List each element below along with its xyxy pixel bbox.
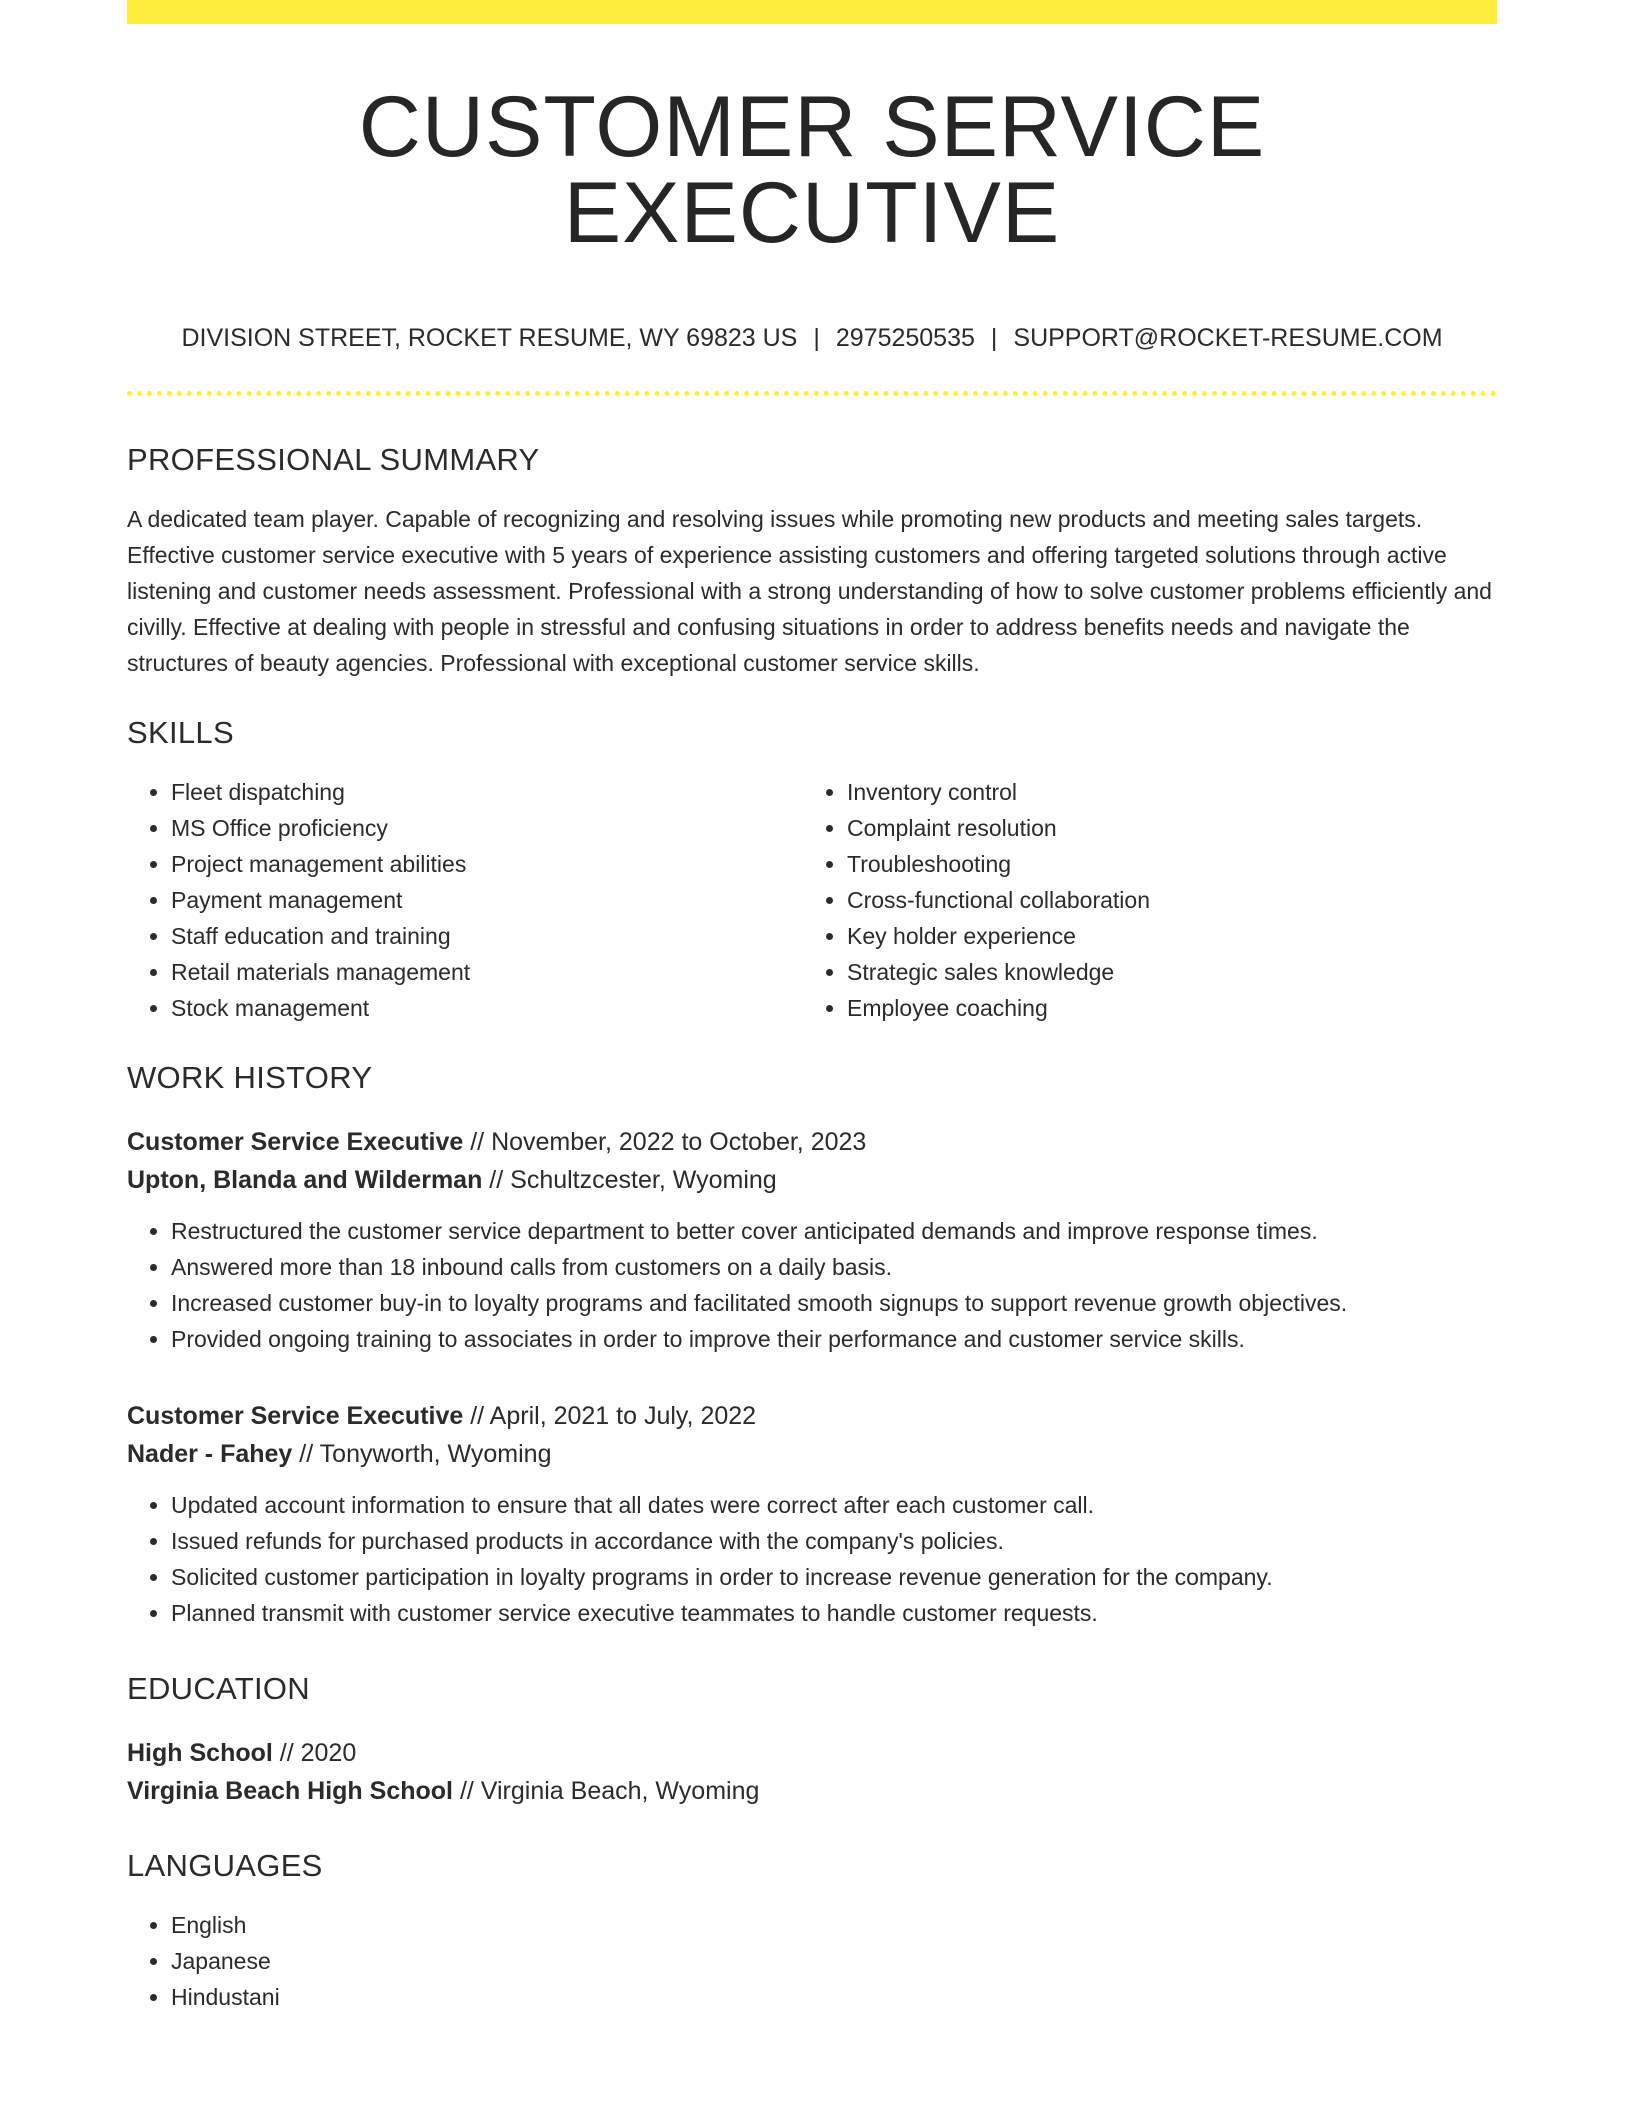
contact-separator: |: [813, 324, 820, 352]
job-dates: // April, 2021 to July, 2022: [463, 1402, 757, 1430]
job-company-line: [127, 1435, 1497, 1473]
top-accent-bar: [127, 0, 1497, 24]
job-header: [127, 1123, 1497, 1199]
skill-item: • Payment management: [171, 882, 801, 918]
job-entry: [127, 1397, 1497, 1631]
skill-item: • Staff education and training: [171, 918, 801, 954]
job-bullet: • Solicited customer participation in loyalty programs in order to increase revenue generation for the company.: [171, 1559, 1497, 1595]
contact-address: DIVISION STREET, ROCKET RESUME, WY 69823 US: [181, 324, 798, 352]
summary-text: A dedicated team player. Capable of recognizing and resolving issues while promoting new products and meeting sales targets. Effective customer service executive with 5 years of experience assisting customers and offering targeted solutions through active listening and customer needs assessment. Professional with a strong understanding of how to solve customer problems efficiently and civilly. Effective at dealing with people in stressful and confusing situations in order to address benefits needs and navigate the structures of beauty agencies. Professional with exceptional customer service skills.: [127, 506, 1492, 676]
job-bullet-list: [127, 1487, 1497, 1631]
dotted-divider: [127, 391, 1497, 396]
education-degree-line: [127, 1734, 1497, 1772]
job-company-line: [127, 1161, 1497, 1199]
language-item: • Hindustani: [171, 1979, 1497, 2015]
job-entry: [127, 1123, 1497, 1357]
job-company: Upton, Blanda and Wilderman: [127, 1166, 483, 1194]
job-bullet-list: [127, 1213, 1497, 1357]
skill-item: • Stock management: [171, 990, 801, 1026]
job-bullet: • Issued refunds for purchased products in accordance with the company's policies.: [171, 1523, 1497, 1559]
skills-heading: SKILLS: [127, 715, 234, 750]
contact-email: SUPPORT@ROCKET-RESUME.COM: [1013, 324, 1443, 352]
skill-item: • Troubleshooting: [847, 846, 1477, 882]
job-company: Nader - Fahey: [127, 1440, 293, 1468]
contact-separator: |: [990, 324, 998, 352]
job-position: Customer Service Executive: [127, 1128, 464, 1156]
skill-item: • Cross-functional collaboration: [847, 882, 1477, 918]
education-entry: [127, 1734, 1497, 1810]
skill-item: • Strategic sales knowledge: [847, 954, 1477, 990]
resume-page: [127, 0, 1497, 2015]
language-item: • English: [171, 1907, 1497, 1943]
education-year: // 2020: [272, 1739, 357, 1767]
skills-columns: [127, 774, 1497, 1026]
job-bullet: • Provided ongoing training to associates in order to improve their performance and customer service skills.: [171, 1321, 1497, 1357]
summary-heading: PROFESSIONAL SUMMARY: [127, 442, 540, 477]
skill-item: • Employee coaching: [847, 990, 1477, 1026]
languages-list: [127, 1907, 1497, 2015]
job-bullet: • Planned transmit with customer service executive teammates to handle customer requests.: [171, 1595, 1497, 1631]
job-header: [127, 1397, 1497, 1473]
contact-phone: 2975250535: [835, 324, 975, 352]
job-bullet: • Increased customer buy-in to loyalty programs and facilitated smooth signups to support revenue growth objectives.: [171, 1285, 1497, 1321]
skills-left-list: [127, 774, 801, 1026]
job-title-line: [127, 1123, 1497, 1161]
skills-right-list: [801, 774, 1477, 1026]
job-title-line: [127, 1397, 1497, 1435]
job-bullet: • Updated account information to ensure that all dates were correct after each customer call.: [171, 1487, 1497, 1523]
resume-name: CUSTOMER SERVICE EXECUTIVE: [358, 79, 1266, 261]
contact-line: [127, 326, 1497, 351]
education-school: Virginia Beach High School: [127, 1777, 453, 1805]
skill-item: • Project management abilities: [171, 846, 801, 882]
skill-item: • Retail materials management: [171, 954, 801, 990]
languages-heading: LANGUAGES: [127, 1848, 323, 1883]
job-location: // Schultzcester, Wyoming: [482, 1166, 777, 1194]
job-location: // Tonyworth, Wyoming: [292, 1440, 552, 1468]
job-position: Customer Service Executive: [127, 1402, 464, 1430]
job-dates: // November, 2022 to October, 2023: [463, 1128, 867, 1156]
skill-item: • Inventory control: [847, 774, 1477, 810]
work-history-heading: WORK HISTORY: [127, 1060, 373, 1095]
job-bullet: • Answered more than 18 inbound calls from customers on a daily basis.: [171, 1249, 1497, 1285]
education-heading: EDUCATION: [127, 1671, 310, 1706]
education-location: // Virginia Beach, Wyoming: [453, 1777, 760, 1805]
job-bullet: • Restructured the customer service department to better cover anticipated demands and improve response times.: [171, 1213, 1497, 1249]
skill-item: • Key holder experience: [847, 918, 1477, 954]
education-degree: High School: [127, 1739, 273, 1767]
language-item: • Japanese: [171, 1943, 1497, 1979]
education-school-line: [127, 1772, 1497, 1810]
skill-item: • Fleet dispatching: [171, 774, 801, 810]
skill-item: • MS Office proficiency: [171, 810, 801, 846]
skill-item: • Complaint resolution: [847, 810, 1477, 846]
